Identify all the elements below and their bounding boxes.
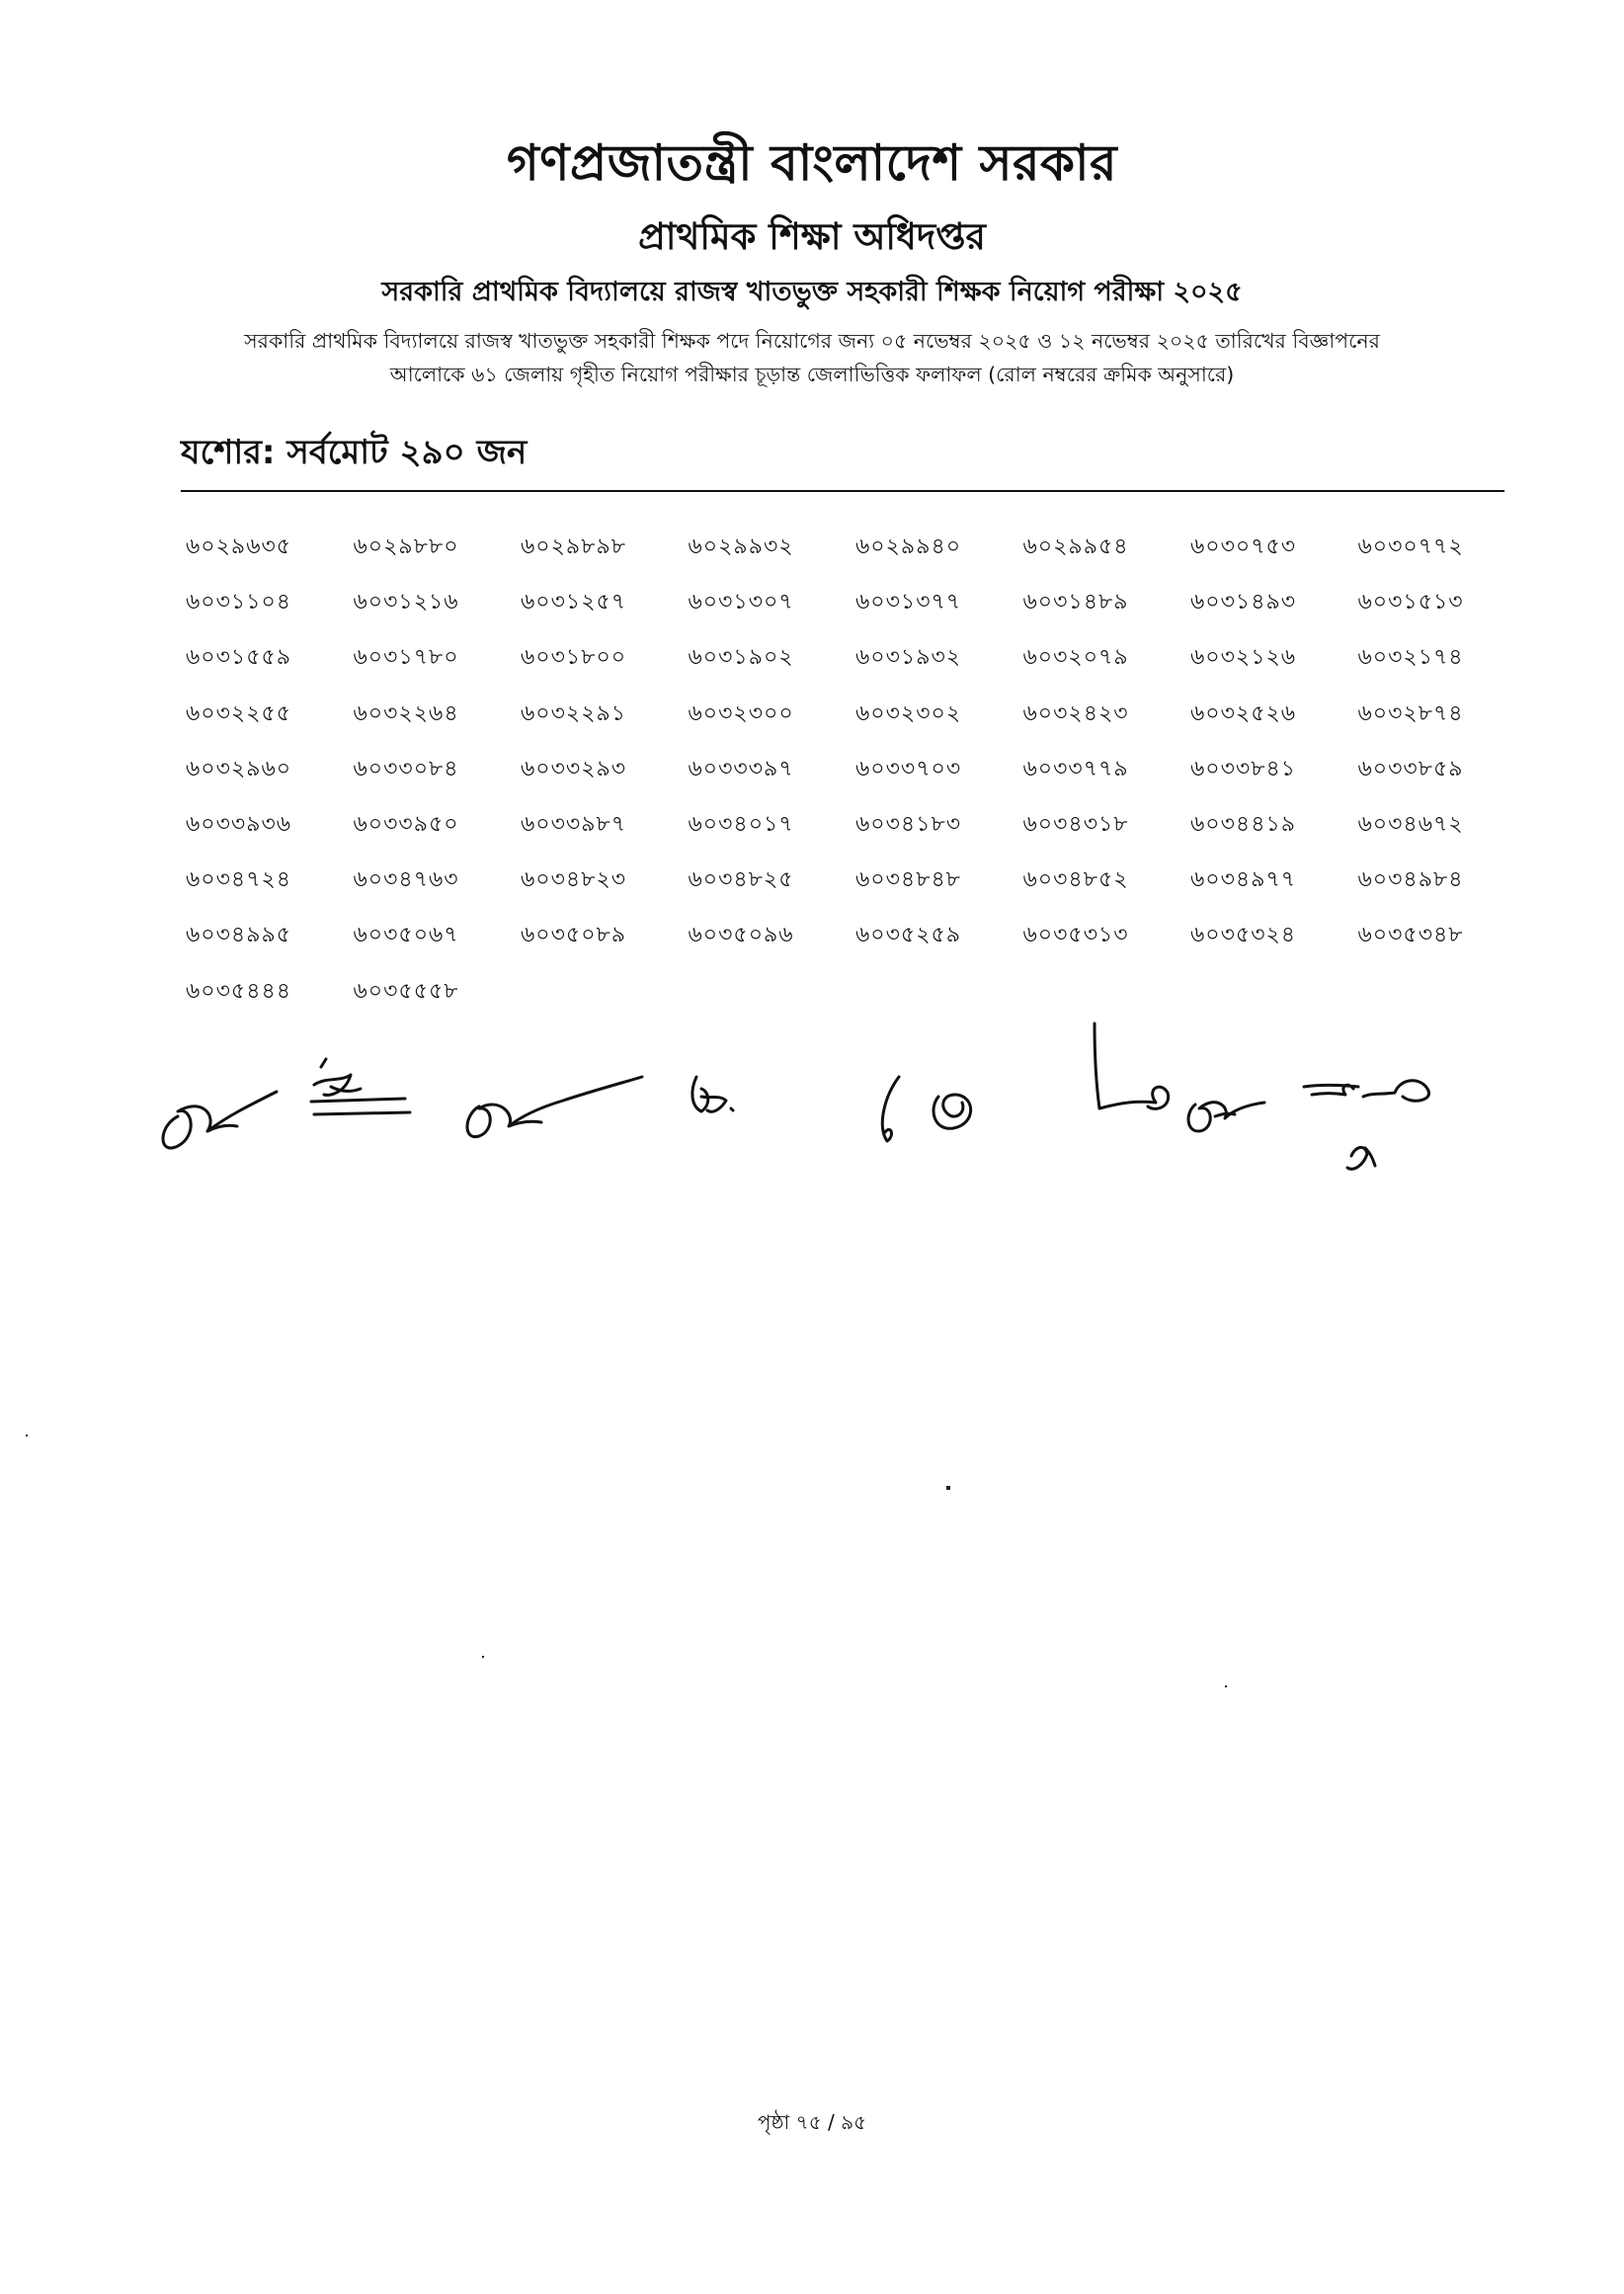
roll-number: ৬০৩১৯০২ — [688, 645, 794, 671]
roll-number: ৬০২৯৯৪০ — [855, 534, 962, 559]
roll-number: ৬০২৯৯৫৪ — [1022, 534, 1129, 559]
government-title: গণপ্রজাতন্ত্রী বাংলাদেশ সরকার — [507, 134, 1117, 192]
roll-number: ৬০৩৩৮৪১ — [1190, 756, 1297, 781]
signature-7 — [1095, 1024, 1169, 1108]
roll-number: ৬০৩৪৮২৫ — [688, 867, 794, 893]
roll-number: ৬০৩৪৮৪৮ — [855, 867, 962, 893]
signature-6 — [934, 1095, 971, 1128]
roll-number: ৬০৩৪৮৫২ — [1022, 867, 1129, 893]
notice-line-1: সরকারি প্রাথমিক বিদ্যালয়ে রাজস্ব খাতভুক্ত সহকারী শিক্ষক পদে নিয়োগের জন্য ০৫ নভেম্বর ২০২৫ ও ১২ নভেম্বর ২০২৫ তারিখের বিজ্ঞাপনের — [244, 329, 1380, 353]
roll-number: ৬০৩৫৩১৩ — [1022, 923, 1129, 948]
roll-number: ৬০৩৪৭৬৩ — [353, 867, 459, 893]
signature-9 — [1304, 1081, 1429, 1169]
scan-speck — [1225, 1685, 1227, 1687]
roll-number: ৬০৩৩৯৮৭ — [521, 812, 627, 837]
roll-number: ৬০৩০৭৫৩ — [1190, 534, 1297, 559]
roll-number: ৬০২৯৮৮০ — [353, 534, 459, 559]
roll-number: ৬০৩২৩০০ — [688, 700, 794, 726]
heading-divider — [181, 490, 1504, 492]
roll-number: ৬০৩৩৭৭৯ — [1022, 756, 1129, 781]
roll-number: ৬০৩২৯৬০ — [186, 756, 292, 781]
roll-number: ৬০৩১৫৫৯ — [186, 645, 292, 671]
roll-number: ৬০৩৫০৯৬ — [688, 923, 794, 948]
roll-number: ৬০৩৩০৮৪ — [353, 756, 459, 781]
roll-number: ৬০২৯৬৩৫ — [186, 534, 292, 559]
roll-number: ৬০৩৩৭০৩ — [855, 756, 962, 781]
roll-number: ৬০৩৫৩৪৮ — [1357, 923, 1464, 948]
roll-number: ৬০৩১৩০৭ — [688, 590, 794, 615]
roll-number: ৬০৩২০৭৯ — [1022, 645, 1129, 671]
roll-number: ৬০৩৫২৫৯ — [855, 923, 962, 948]
roll-number: ৬০৩২২৬৪ — [353, 700, 459, 726]
roll-number: ৬০৩২১৭৪ — [1357, 645, 1464, 671]
roll-number: ৬০৩২২৯১ — [521, 700, 627, 726]
district-heading: যশোর: সর্বমোট ২৯০ জন — [181, 433, 528, 472]
roll-number: ৬০৩৫৫৫৮ — [353, 978, 459, 1004]
roll-number: ৬০৩৪৯৯৫ — [186, 923, 292, 948]
roll-number: ৬০৩১৯৩২ — [855, 645, 962, 671]
signature-2 — [311, 1059, 410, 1114]
exam-title: সরকারি প্রাথমিক বিদ্যালয়ে রাজস্ব খাতভুক্ত সহকারী শিক্ষক নিয়োগ পরীক্ষা ২০২৫ — [381, 277, 1243, 307]
roll-number: ৬০৩১৮০০ — [521, 645, 627, 671]
roll-number: ৬০৩৫০৬৭ — [353, 923, 459, 948]
roll-number: ৬০৩১১০৪ — [186, 590, 292, 615]
signature-1 — [163, 1092, 277, 1148]
signatures-area — [148, 998, 1551, 1225]
roll-number: ৬০৩৪৯৮৪ — [1357, 867, 1464, 893]
roll-number: ৬০৩৩৯৩৬ — [186, 812, 292, 837]
roll-number: ৬০৩১২১৬ — [353, 590, 459, 615]
roll-number: ৬০৩৪৪১৯ — [1190, 812, 1297, 837]
roll-number: ৬০৩১৩৭৭ — [855, 590, 962, 615]
roll-number: ৬০২৯৮৯৮ — [521, 534, 627, 559]
page-number: পৃষ্ঠা ৭৫ / ৯৫ — [757, 2110, 867, 2134]
roll-number: ৬০৩২২৫৫ — [186, 700, 292, 726]
roll-number: ৬০৩৫৪৪৪ — [186, 978, 292, 1004]
signature-5 — [882, 1077, 899, 1141]
roll-number: ৬০৩১৪৮৯ — [1022, 590, 1129, 615]
scan-speck — [26, 1434, 28, 1436]
roll-number: ৬০৩৩৯৫০ — [353, 812, 459, 837]
roll-number: ৬০৩১২৫৭ — [521, 590, 627, 615]
roll-number: ৬০৩৪০১৭ — [688, 812, 794, 837]
roll-number: ৬০৩২৪২৩ — [1022, 700, 1129, 726]
roll-number: ৬০৩২১২৬ — [1190, 645, 1297, 671]
roll-number: ৬০৩৪৮২৩ — [521, 867, 627, 893]
roll-number: ৬০৩৪৩১৮ — [1022, 812, 1129, 837]
directorate-title: প্রাথমিক শিক্ষা অধিদপ্তর — [638, 215, 986, 258]
roll-number: ৬০৩২৮৭৪ — [1357, 700, 1464, 726]
signature-3 — [467, 1077, 642, 1137]
roll-number: ৬০৩৩৮৫৯ — [1357, 756, 1464, 781]
roll-number: ৬০৩৩২৯৩ — [521, 756, 627, 781]
roll-number: ৬০৩১৪৯৩ — [1190, 590, 1297, 615]
roll-number: ৬০৩১৭৮০ — [353, 645, 459, 671]
roll-number: ৬০৩২৫২৬ — [1190, 700, 1297, 726]
roll-number: ৬০৩৫৩২৪ — [1190, 923, 1297, 948]
roll-number: ৬০৩৪১৮৩ — [855, 812, 962, 837]
scan-speck — [482, 1656, 484, 1658]
notice-text — [168, 324, 1456, 391]
roll-number: ৬০৩৪৬৭২ — [1357, 812, 1464, 837]
roll-number: ৬০৩২৩০২ — [855, 700, 962, 726]
roll-number: ৬০৩৪৯৭৭ — [1190, 867, 1297, 893]
roll-number: ৬০৩৪৭২৪ — [186, 867, 292, 893]
signature-4 — [692, 1077, 733, 1111]
notice-line-2: আলোকে ৬১ জেলায় গৃহীত নিয়োগ পরীক্ষার চূড়ান্ত জেলাভিত্তিক ফলাফল (রোল নম্বরের ক্রমিক অনুসারে) — [389, 363, 1235, 386]
scan-speck — [946, 1486, 950, 1490]
roll-number: ৬০৩৫০৮৯ — [521, 923, 627, 948]
roll-number: ৬০৩১৫১৩ — [1357, 590, 1464, 615]
signature-8 — [1188, 1103, 1264, 1131]
roll-number: ৬০২৯৯৩২ — [688, 534, 794, 559]
roll-number: ৬০৩০৭৭২ — [1357, 534, 1464, 559]
roll-number: ৬০৩৩৩৯৭ — [688, 756, 794, 781]
